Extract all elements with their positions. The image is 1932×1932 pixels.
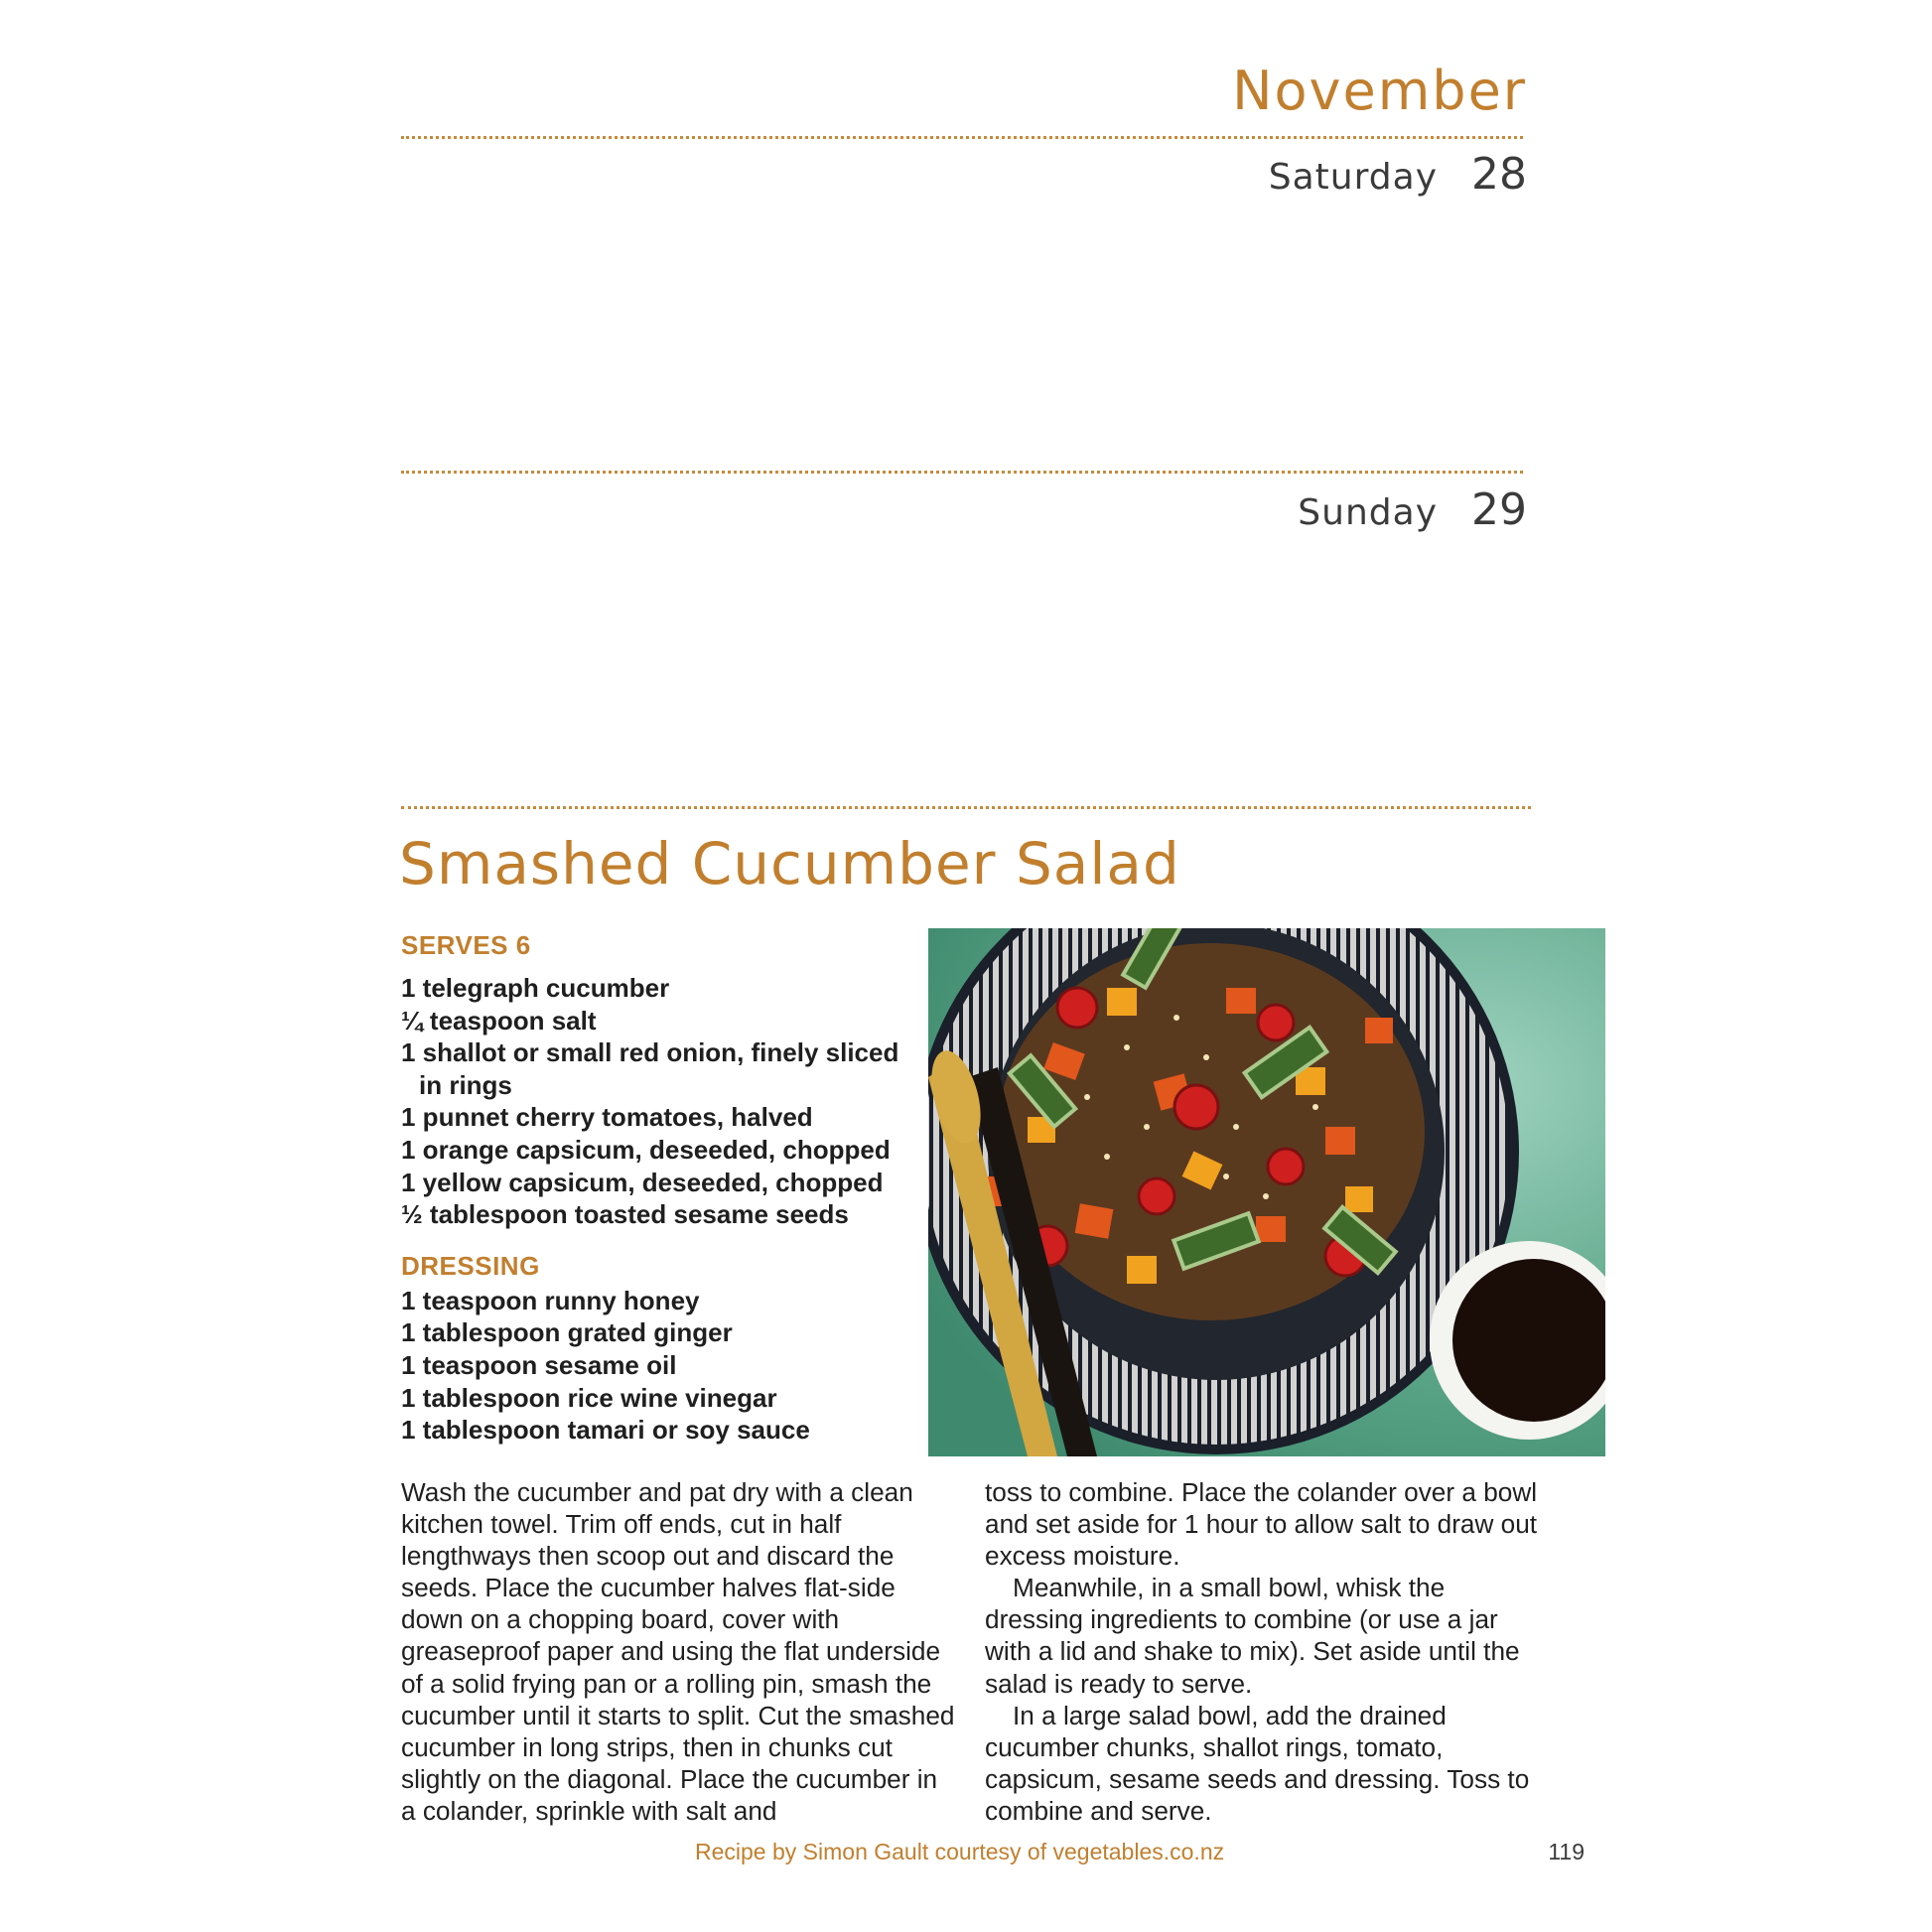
ingredient-list [401, 972, 917, 1231]
day-name: Saturday [1268, 157, 1438, 198]
method-continued: toss to combine. Place the colander over a bowl and set aside for 1 hour to allow salt to draw out excess moisture. [985, 1477, 1538, 1572]
salad-photo [928, 928, 1605, 1456]
day-number: 28 [1471, 149, 1527, 200]
day-number: 29 [1471, 484, 1527, 535]
method-paragraph [401, 1476, 955, 1827]
dressing-item: 1 teaspoon runny honey [401, 1285, 700, 1315]
dressing-list [401, 1285, 917, 1447]
divider-sunday [401, 471, 1523, 474]
recipe-credit: Recipe by Simon Gault courtesy of vegetables.co.nz [695, 1839, 1225, 1864]
ingredient-item: 1 yellow capsicum, deseeded, chopped [401, 1167, 884, 1197]
ingredient-item: ¼ teaspoon salt [401, 1005, 597, 1035]
dressing-item: 1 tablespoon rice wine vinegar [401, 1382, 777, 1413]
method-step-1: Wash the cucumber and pat dry with a clean kitchen towel. Trim off ends, cut in half lengthways then scoop out and discard the seeds. Place the cucumber halves flat-side down on a chopping board, cover with greaseproof paper and using the flat underside of a solid frying pan or a rolling pin, smash the cucumber until it starts to split. Cut the smashed cucumber in long strips, then in chunks cut slightly on the diagonal. Place the cucumber in a colander, sprinkle with salt and [401, 1477, 955, 1826]
day-sunday [1298, 484, 1527, 535]
divider-saturday [401, 136, 1523, 139]
dressing-item: 1 tablespoon grated ginger [401, 1317, 733, 1348]
ingredient-item: 1 shallot or small red onion, finely sliced in rings [401, 1037, 899, 1100]
method-step-3: In a large salad bowl, add the drained cucumber chunks, shallot rings, tomato, capsicum, sesame seeds and dressing. Toss to combine and serve. [985, 1700, 1530, 1826]
ingredient-item: 1 telegraph cucumber [401, 973, 670, 1003]
day-name: Sunday [1298, 492, 1438, 533]
dressing-item: 1 teaspoon sesame oil [401, 1349, 677, 1380]
serves-heading: SERVES 6 [401, 930, 531, 960]
dressing-heading: DRESSING [401, 1250, 540, 1281]
dressing-item: 1 tablespoon tamari or soy sauce [401, 1415, 810, 1446]
divider-recipe [401, 806, 1531, 809]
method-column-2 [985, 1476, 1541, 1827]
ingredient-item: 1 orange capsicum, deseeded, chopped [401, 1134, 891, 1165]
ingredient-item: ½ tablespoon toasted sesame seeds [401, 1199, 849, 1230]
method-step-2: Meanwhile, in a small bowl, whisk the dressing ingredients to combine (or use a jar with a lid and shake to mix). Set aside until the salad is ready to serve. [985, 1573, 1520, 1699]
page-number: 119 [1548, 1839, 1585, 1864]
method-column-1 [401, 1476, 955, 1827]
ingredient-item: 1 punnet cherry tomatoes, halved [401, 1102, 813, 1133]
recipe-title: Smashed Cucumber Salad [399, 830, 1180, 897]
ingredients-section [401, 928, 917, 1464]
month-heading: November [1232, 60, 1527, 122]
salad-illustration [928, 928, 1605, 1456]
day-saturday [1269, 149, 1527, 200]
